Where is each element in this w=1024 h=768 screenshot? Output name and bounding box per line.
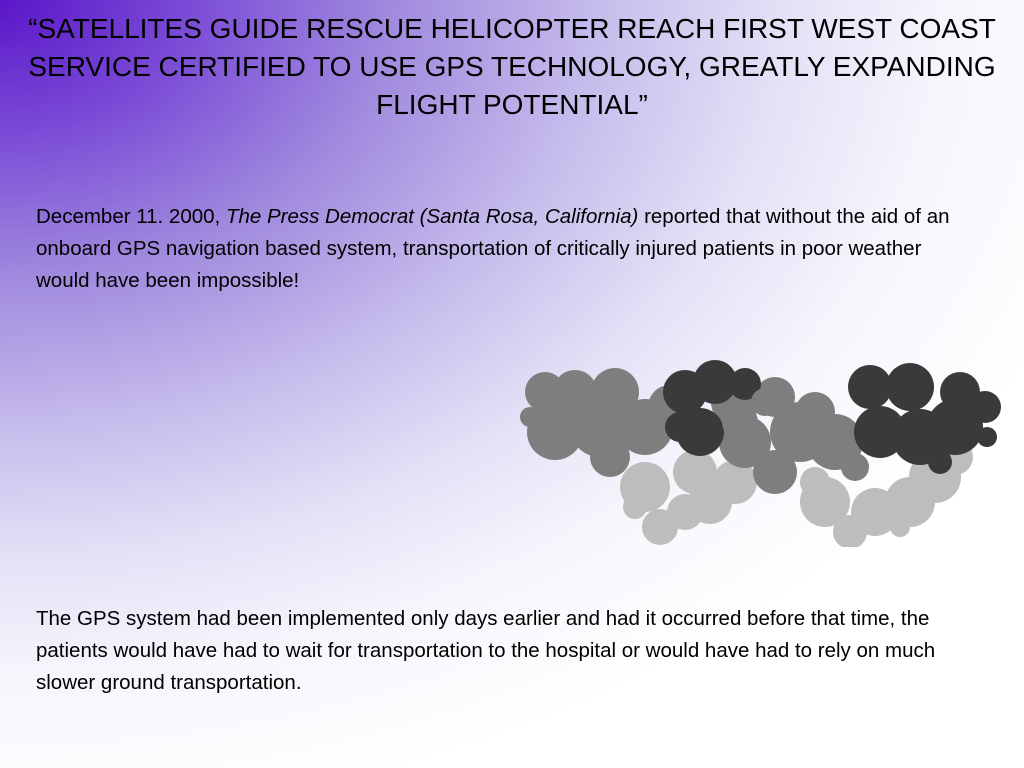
slide-title: “SATELLITES GUIDE RESCUE HELICOPTER REACH FIRST WEST COAST SERVICE CERTIFIED TO USE GPS TECHNOLOGY, GREATLY EXPANDING FLIGHT POTENTIAL” (28, 13, 996, 120)
report-text: reported that without the aid of an onboard GPS navigation based system, transportation of critically injured patients in poor weather would have been impossible! (36, 205, 950, 292)
report-source: The Press Democrat (Santa Rosa, California) (225, 205, 639, 228)
cloud-cluster-icon (515, 352, 1005, 547)
report-date: December 11. 2000, (36, 205, 226, 228)
paragraph-followup: The GPS system had been implemented only days earlier and had it occurred before that time, the patients would have had to wait for transportation to the hospital or would have had to rely on much slower ground transportation. (36, 607, 936, 694)
paragraph-report (36, 201, 966, 297)
